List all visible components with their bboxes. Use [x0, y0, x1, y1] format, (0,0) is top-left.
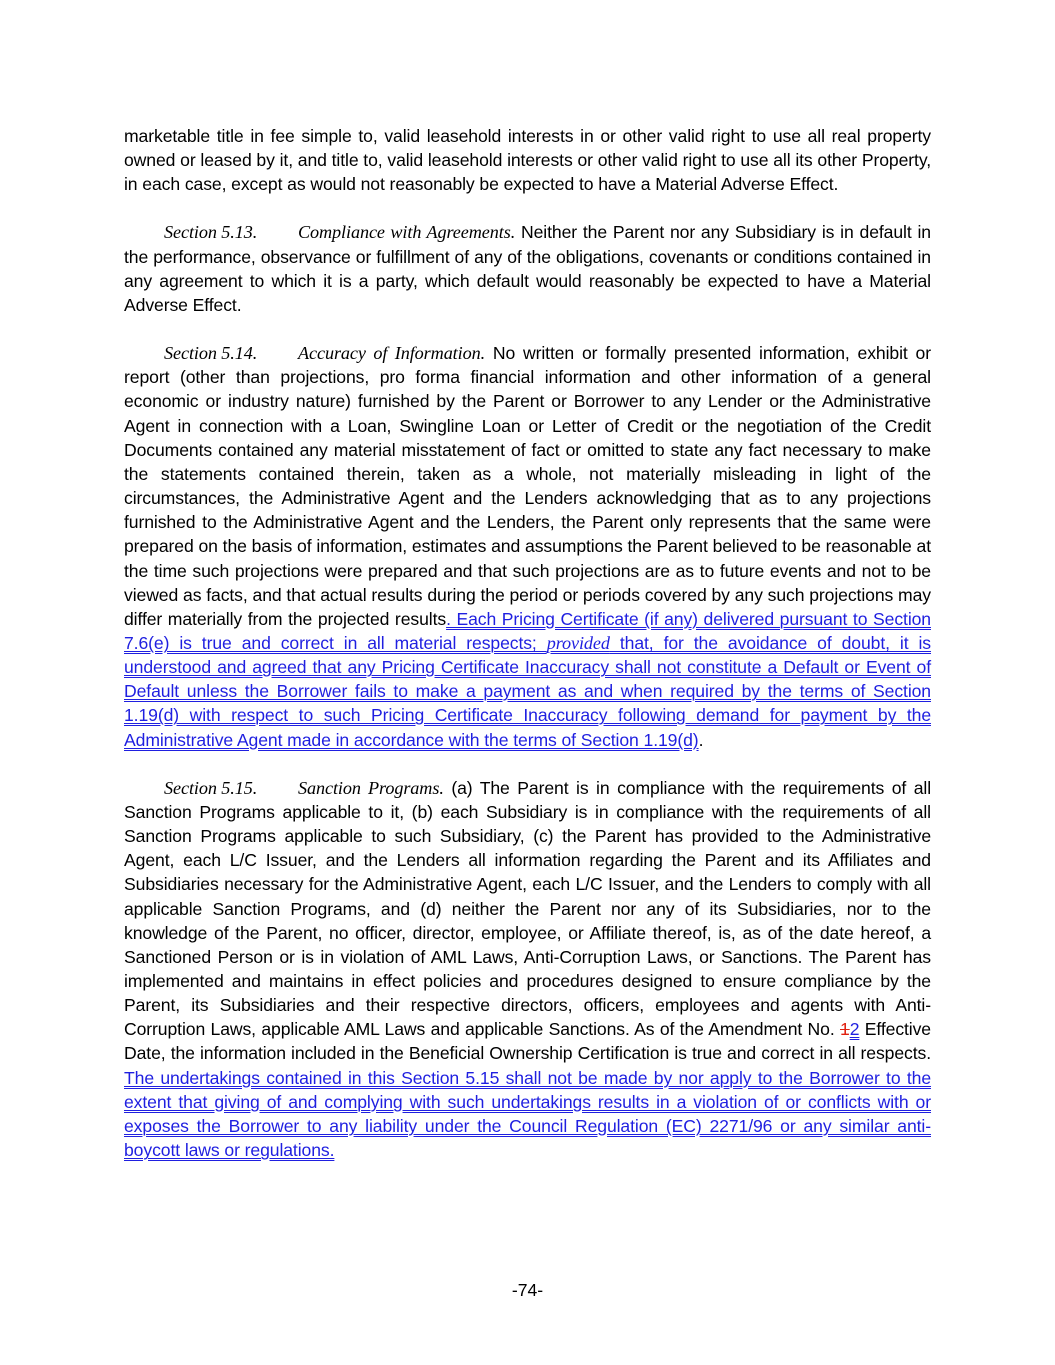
inserted-italic-text: provided	[546, 632, 610, 653]
section-body-continued: Effective Date, the information included in the Beneficial Ownership Certification is true and correct in all respects.	[124, 1019, 931, 1064]
section-number: Section 5.15.	[164, 777, 258, 798]
document-page	[124, 124, 931, 1186]
paragraph-continued	[124, 124, 931, 196]
section-number: Section 5.14.	[164, 343, 258, 364]
section-body: Neither the Parent nor any Subsidiary is in default in the performance, observance or fulfillment of any of the obligations, covenants or conditions contained in any agreement to which it is a party, which default would reasonably be expected to have a Material Adverse Effect.	[124, 222, 931, 315]
section-title: Compliance with Agreements	[298, 222, 511, 243]
deleted-text: 1	[840, 1019, 850, 1040]
section-title: Sanction Programs	[298, 777, 440, 798]
section-body: No written or formally presented information, exhibit or report (other than projections, pro forma financial information and other information of a general economic or industry nature) furnished by the Parent or Borrower to any Lender or the Administrative Agent in connection with a Loan, Swingline Loan or Letter of Credit or the negotiation of the Credit Documents contained any material misstatement of fact or omitted to state any fact necessary to make the statements contained therein, taken as a whole, not materially misleading in light of the circumstances, the Administrative Agent and the Lenders acknowledging that as to any projections furnished to the Administrative Agent and the Lenders, the Parent only represents that the same were prepared on the basis of information, estimates and assumptions the Parent believed to be reasonable at the time such projections were prepared and that such projections are as to future events and not to be viewed as facts, and that actual results during the period or periods covered by any such projections may differ materially from the projected results	[124, 343, 931, 629]
inserted-text: The undertakings contained in this Section 5.15 shall not be made by nor apply to the Borrower to the extent that giving of and complying with such undertakings results in a violation of or conflicts with or exposes the Borrower to any liability under the Council Regulation (EC) 2271/96 or any similar anti-boycott laws or regulations.	[124, 1067, 931, 1161]
inserted-text: 2	[849, 1019, 860, 1040]
section-5-13: Section 5.13. Compliance with Agreements. Neither the Parent nor any Subsidiary is in default in the performance, observance or fulfillment of any of the obligations, covenants or conditions contained in any agreement to which it is a party, which default would reasonably be expected to have a Material Adverse Effect.	[124, 222, 931, 315]
page-number: -74-	[511, 1280, 544, 1300]
inserted-text: that, for the avoidance of doubt, it is understood and agreed that any Pricing Certificate Inaccuracy shall not constitute a Default or Event of Default unless the Borrower fails to make a payment as and when required by the terms of Section 1.19(d) with respect to such Pricing Certificate Inaccuracy following demand for payment by the Administrative Agent made in accordance with the terms of Section 1.19(d)	[124, 632, 931, 750]
inserted-text: . Each Pricing Certificate (if any) delivered pursuant to Section 7.6(e) is true and correct in all material respects;	[124, 608, 931, 653]
section-title: Accuracy of Information	[298, 343, 481, 364]
section-5-14: Section 5.14. Accuracy of Information. No written or formally presented information, exhibit or report (other than projections, pro forma financial information and other information of a general economic or industry nature) furnished by the Parent or Borrower to any Lender or the Administrative Agent in connection with a Loan, Swingline Loan or Letter of Credit or the negotiation of the Credit Documents contained any material misstatement of fact or omitted to state any fact necessary to make the statements contained therein, taken as a whole, not materially misleading in light of the circumstances, the Administrative Agent and the Lenders acknowledging that as to any projections furnished to the Administrative Agent and the Lenders, the Parent only represents that the same were prepared on the basis of information, estimates and assumptions the Parent believed to be reasonable at the time such projections were prepared and that such projections are as to future events and not to be viewed as facts, and that actual results during the period or periods covered by any such projections may differ materially from the projected results. Each Pricing Certificate (if any) delivered pursuant to Section 7.6(e) is true and correct in all material respects; provided that, for the avoidance of doubt, it is understood and agreed that any Pricing Certificate Inaccuracy shall not constitute a Default or Event of Default unless the Borrower fails to make a payment as and when required by the terms of Section 1.19(d) with respect to such Pricing Certificate Inaccuracy following demand for payment by the Administrative Agent made in accordance with the terms of Section 1.19(d).	[124, 343, 931, 750]
section-number: Section 5.13.	[164, 222, 258, 243]
section-body: (a) The Parent is in compliance with the requirements of all Sanction Programs applicable to it, (b) each Subsidiary is in compliance with the requirements of all Sanction Programs applicable to such Subsidiary, (c) the Parent has provided to the Administrative Agent, each L/C Issuer, and the Lenders all information regarding the Parent and its Affiliates and Subsidiaries necessary for the Administrative Agent, each L/C Issuer, and the Lenders to comply with all applicable Sanction Programs, and (d) neither the Parent nor any of its Subsidiaries, nor to the knowledge of the Parent, no officer, director, employee, or Affiliate thereof, is, as of the date hereof, a Sanctioned Person or is in violation of AML Laws, Anti-Corruption Laws, or Sanctions. The Parent has implemented and maintains in effect policies and procedures designed to ensure compliance by the Parent, its Subsidiaries and their respective directors, officers, employees and agents with Anti-Corruption Laws, applicable AML Laws and applicable Sanctions. As of the Amendment No.	[124, 777, 932, 1040]
paragraph-text: marketable title in fee simple to, valid leasehold interests in or other valid right to use all real property owned or leased by it, and title to, valid leasehold interests or other valid right to use all its other Property, in each case, except as would not reasonably be expected to have a Material Adverse Effect.	[124, 126, 931, 195]
section-end: .	[698, 729, 704, 750]
section-5-15: Section 5.15. Sanction Programs. (a) The Parent is in compliance with the requirements of all Sanction Programs applicable to it, (b) each Subsidiary is in compliance with the requirements of all Sanction Programs applicable to such Subsidiary, (c) the Parent has provided to the Administrative Agent, each L/C Issuer, and the Lenders all information regarding the Parent and its Affiliates and Subsidiaries necessary for the Administrative Agent, each L/C Issuer, and the Lenders to comply with all applicable Sanction Programs, and (d) neither the Parent nor any of its Subsidiaries, nor to the knowledge of the Parent, no officer, director, employee, or Affiliate thereof, is, as of the date hereof, a Sanctioned Person or is in violation of AML Laws, Anti-Corruption Laws, or Sanctions. The Parent has implemented and maintains in effect policies and procedures designed to ensure compliance by the Parent, its Subsidiaries and their respective directors, officers, employees and agents with Anti-Corruption Laws, applicable AML Laws and applicable Sanctions. As of the Amendment No. 12 Effective Date, the information included in the Beneficial Ownership Certification is true and correct in all respects. The undertakings contained in this Section 5.15 shall not be made by nor apply to the Borrower to the extent that giving of and complying with such undertakings results in a violation of or conflicts with or exposes the Borrower to any liability under the Council Regulation (EC) 2271/96 or any similar anti-boycott laws or regulations.	[124, 777, 932, 1161]
